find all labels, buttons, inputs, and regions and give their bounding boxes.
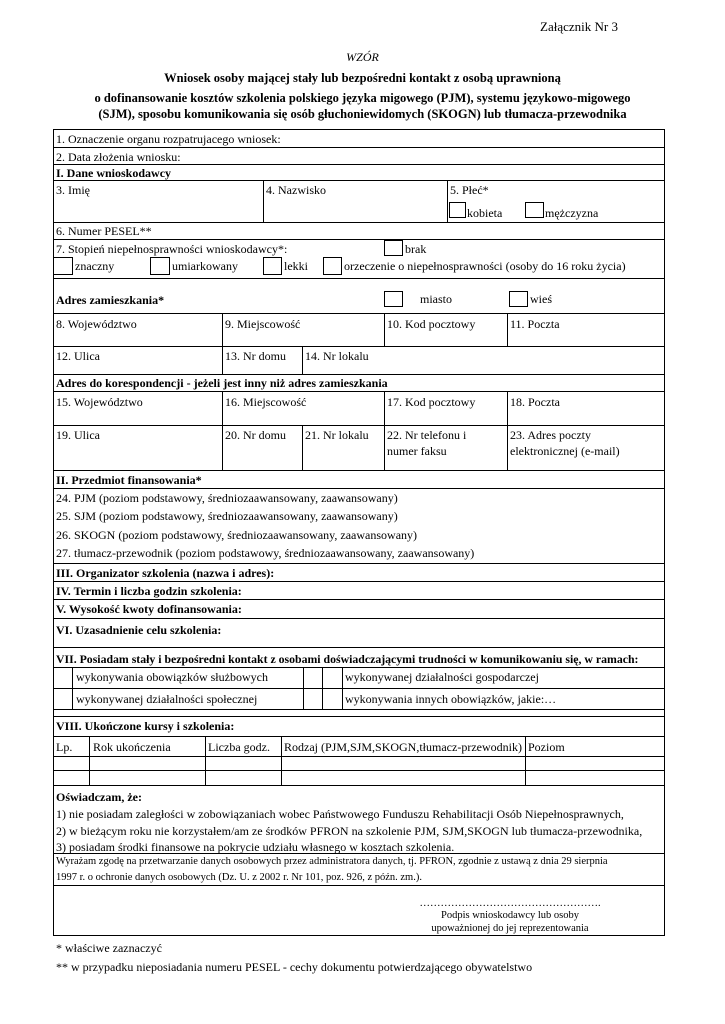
contact-checkbox-2[interactable] [304, 668, 322, 687]
section-3-title: III. Organizator szkolenia (nazwa i adres): [56, 566, 275, 580]
field-18-label: 18. Poczta [510, 395, 560, 409]
contact-checkbox-3[interactable] [54, 689, 72, 708]
signature-label-1: Podpis wnioskodawcy lub osoby [441, 910, 579, 921]
field-2-label: 2. Data złożenia wniosku: [56, 150, 181, 164]
field-5-label: 5. Płeć* [450, 183, 489, 197]
contact-option-3: wykonywanej działalności społecznej [76, 692, 258, 706]
corr-address-title: Adres do korespondencji - jeżeli jest inny niż adres zamieszkania [56, 376, 388, 390]
contact-option-1: wykonywania obowiązków służbowych [76, 670, 268, 684]
contact-option-2: wykonywanej działalności gospodarczej [345, 670, 539, 684]
title-line-1: Wniosek osoby mającej stały lub bezpośredni kontakt z osobą uprawnioną [164, 71, 561, 85]
female-checkbox[interactable] [449, 202, 466, 218]
section-7-title: VII. Posiadam stały i bezpośredni kontakt z osobami doświadczającymi trudności w komunikowaniu się, w ramach: [56, 652, 639, 666]
field-1-label: 1. Oznaczenie organu rozpatrujacego wniosek: [56, 132, 281, 146]
col-hours: Liczba godz. [208, 740, 270, 754]
title-line-2: o dofinansowanie kosztów szkolenia polskiego języka migowego (PJM), systemu językowo-migowego [94, 91, 631, 105]
male-checkbox[interactable] [525, 202, 544, 218]
footnote-2: ** w przypadku nieposiadania numeru PESEL - cechy dokumentu potwierdzającego obywatelstwo [56, 960, 533, 974]
section-8-title: VIII. Ukończone kursy i szkolenia: [56, 719, 235, 733]
field-21-label: 21. Nr lokalu [305, 428, 369, 442]
none-label: brak [405, 242, 427, 256]
village-label: wieś [530, 292, 552, 306]
field-11-label: 11. Poczta [510, 317, 560, 331]
field-14-label: 14. Nr lokalu [305, 349, 369, 363]
col-lp: Lp. [56, 740, 73, 754]
declaration-3: 3) posiadam środki finansowe na pokrycie udziału własnego w kosztach szkolenia. [56, 840, 455, 854]
contact-checkbox-1[interactable] [54, 668, 72, 687]
field-8-label: 8. Województwo [56, 317, 137, 331]
title-line-3: (SJM), sposobu komunikowania się osób głuchoniewidomych (SKOGN) lub tłumacza-przewodnika [98, 107, 627, 121]
field-4-label: 4. Nazwisko [266, 183, 326, 197]
field-9-label: 9. Miejscowość [225, 317, 301, 331]
significant-label: znaczny [75, 259, 115, 273]
field-19-label: 19. Ulica [56, 428, 100, 442]
field-6-label: 6. Numer PESEL** [56, 224, 152, 238]
footnote-1: * właściwe zaznaczyć [56, 941, 162, 955]
col-level: Poziom [528, 740, 565, 754]
section-5-title: V. Wysokość kwoty dofinansowania: [56, 602, 242, 616]
field-17-label: 17. Kod pocztowy [387, 395, 476, 409]
consent-line-2: 1997 r. o ochronie danych osobowych (Dz. U. z 2002 r. Nr 101, poz. 926, z późn. zm.). [56, 872, 422, 883]
city-checkbox[interactable] [384, 291, 403, 307]
field-13-label: 13. Nr domu [225, 349, 286, 363]
field-10-label: 10. Kod pocztowy [387, 317, 476, 331]
field-25-label: 25. SJM (poziom podstawowy, średniozaawansowany, zaawansowany) [56, 509, 398, 523]
col-year: Rok ukończenia [93, 740, 171, 754]
field-23-label-a: 23. Adres poczty [510, 428, 591, 442]
contact-option-4: wykonywania innych obowiązków, jakie:… [345, 692, 557, 706]
field-27-label: 27. tłumacz-przewodnik (poziom podstawowy, średniozaawansowany, zaawansowany) [56, 546, 475, 560]
section-4-title: IV. Termin i liczba godzin szkolenia: [56, 584, 242, 598]
declaration-title: Oświadczam, że: [56, 790, 142, 804]
child-label: orzeczenie o niepełnosprawności (osoby do 16 roku życia) [344, 259, 626, 273]
annex-label: Załącznik Nr 3 [540, 19, 618, 34]
section-1-title: I. Dane wnioskodawcy [56, 166, 172, 180]
field-12-label: 12. Ulica [56, 349, 100, 363]
field-7-label: 7. Stopień niepełnosprawności wnioskodawcy*: [56, 242, 288, 256]
child-checkbox[interactable] [323, 257, 342, 275]
section-2-title: II. Przedmiot finansowania* [56, 473, 202, 487]
field-22-label-a: 22. Nr telefonu i [387, 428, 467, 442]
moderate-checkbox[interactable] [150, 257, 170, 275]
template-label: WZÓR [346, 50, 379, 64]
address-title: Adres zamieszkania* [56, 293, 165, 307]
female-label: kobieta [467, 206, 503, 220]
moderate-label: umiarkowany [172, 259, 238, 273]
section-6-title: VI. Uzasadnienie celu szkolenia: [56, 623, 222, 637]
field-16-label: 16. Miejscowość [225, 395, 307, 409]
signature-dots: ……………………………………………. [419, 898, 601, 909]
village-checkbox[interactable] [509, 291, 528, 307]
field-15-label: 15. Województwo [56, 395, 143, 409]
light-checkbox[interactable] [263, 257, 282, 275]
contact-checkbox-4[interactable] [304, 689, 322, 708]
field-3-label: 3. Imię [56, 183, 90, 197]
field-22-label-b: numer faksu [387, 444, 447, 458]
male-label: mężczyzna [545, 206, 599, 220]
significant-checkbox[interactable] [53, 257, 73, 275]
col-type: Rodzaj (PJM,SJM,SKOGN,tłumacz-przewodnik) [284, 740, 522, 754]
declaration-1: 1) nie posiadam zaległości w zobowiązaniach wobec Państwowego Funduszu Rehabilitacji Osób Niepełnosprawnych, [56, 807, 624, 821]
city-label: miasto [420, 292, 452, 306]
field-23-label-b: elektronicznej (e-mail) [510, 444, 620, 458]
none-checkbox[interactable] [384, 240, 403, 256]
consent-line-1: Wyrażam zgodę na przetwarzanie danych osobowych przez administratora danych, tj. PFRON, zgodnie z ustawą z dnia 29 sierpnia [56, 856, 608, 867]
light-label: lekki [284, 259, 308, 273]
declaration-2: 2) w bieżącym roku nie korzystałem/am ze środków PFRON na szkolenie PJM, SJM,SKOGN lub tłumacza-przewodnika, [56, 824, 643, 838]
field-24-label: 24. PJM (poziom podstawowy, średniozaawansowany, zaawansowany) [56, 491, 398, 505]
field-20-label: 20. Nr domu [225, 428, 286, 442]
field-26-label: 26. SKOGN (poziom podstawowy, średniozaawansowany, zaawansowany) [56, 528, 418, 542]
signature-label-2: upoważnionej do jej reprezentowania [431, 923, 589, 934]
